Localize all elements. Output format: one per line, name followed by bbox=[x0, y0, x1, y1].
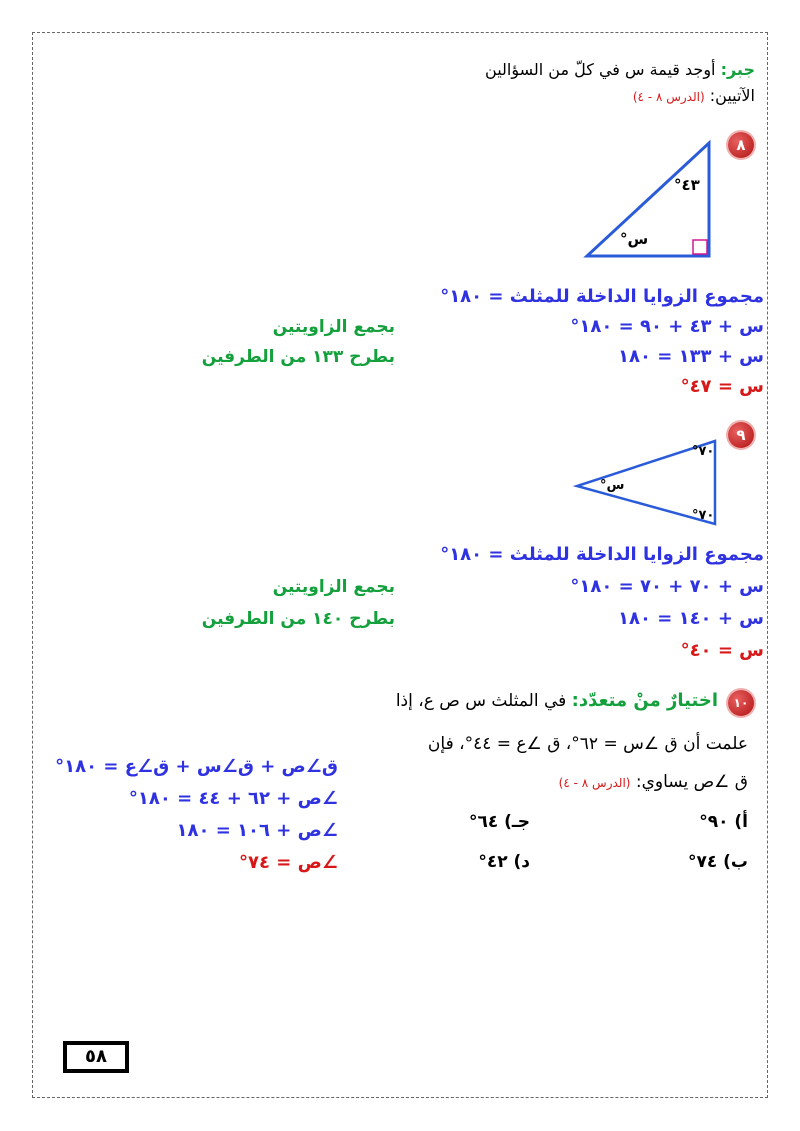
p10-work-1: ق∠ص + ق∠س + ق∠ع = ١٨٠° bbox=[55, 756, 338, 777]
triangle-8-angle-top: ٤٣° bbox=[674, 176, 700, 194]
right-angle-mark bbox=[693, 240, 707, 254]
p8-answer: س = ٤٧° bbox=[680, 376, 764, 397]
p10-text-3: ق ∠ص يساوي: bbox=[635, 772, 748, 792]
triangle-8-angle-bottom: س° bbox=[620, 230, 649, 248]
p9-note-2: بطرح ١٤٠ من الطرفين bbox=[201, 609, 395, 629]
p9-step-1: س + ٧٠ + ٧٠ = ١٨٠° bbox=[570, 576, 764, 597]
problem-10-badge: ١٠ bbox=[728, 690, 754, 716]
header-line-2 bbox=[633, 86, 755, 105]
p8-step-2: س + ١٣٣ = ١٨٠ bbox=[617, 346, 764, 367]
p10-work-2: ∠ص + ٦٢ + ٤٤ = ١٨٠° bbox=[128, 788, 338, 809]
choice-d[interactable]: د) ٤٢° bbox=[478, 852, 530, 872]
p10-text-1: في المثلث س ص ع، إذا bbox=[395, 691, 567, 711]
p10-label: اختيارٌ منْ متعدّد: bbox=[571, 690, 718, 711]
triangle-9-angle-bottom: ٧٠° bbox=[692, 508, 715, 523]
header-label: جبر: bbox=[720, 60, 755, 79]
p10-line-3 bbox=[559, 772, 748, 792]
triangle-8 bbox=[582, 138, 732, 263]
header-line-1 bbox=[485, 60, 755, 79]
p8-step-1: س + ٤٣ + ٩٠ = ١٨٠° bbox=[570, 316, 764, 337]
page-number: ٥٨ bbox=[63, 1041, 129, 1073]
p9-note-1: بجمع الزاويتين bbox=[272, 577, 395, 597]
triangle-9-angle-left: س° bbox=[600, 478, 625, 493]
triangle-9-angle-top: ٧٠° bbox=[692, 444, 715, 459]
choice-c[interactable]: جـ) ٦٤° bbox=[468, 812, 530, 832]
p9-sum-line: مجموع الزوايا الداخلة للمثلث = ١٨٠° bbox=[440, 544, 764, 565]
p9-answer: س = ٤٠° bbox=[680, 640, 764, 661]
header-text-1: أوجد قيمة س في كلّ من السؤالين bbox=[485, 60, 716, 79]
p8-note-2: بطرح ١٣٣ من الطرفين bbox=[201, 347, 395, 367]
problem-9-badge: ٩ bbox=[728, 422, 754, 448]
p8-note-1: بجمع الزاويتين bbox=[272, 317, 395, 337]
p10-line-1 bbox=[396, 690, 718, 711]
problem-8-badge: ٨ bbox=[728, 132, 754, 158]
p8-sum-line: مجموع الزوايا الداخلة للمثلث = ١٨٠° bbox=[440, 286, 764, 307]
p9-step-2: س + ١٤٠ = ١٨٠ bbox=[617, 608, 764, 629]
p10-text-2: علمت أن ق ∠س = ٦٢°، ق ∠ع = ٤٤°، فإن bbox=[427, 734, 748, 754]
header-text-2: الآتيين: bbox=[709, 86, 755, 105]
p10-lesson: (الدرس ٨ - ٤) bbox=[558, 776, 631, 790]
p10-work-3: ∠ص + ١٠٦ = ١٨٠ bbox=[176, 820, 338, 841]
choice-b[interactable]: ب) ٧٤° bbox=[687, 852, 748, 872]
header-lesson: (الدرس ٨ - ٤) bbox=[632, 90, 705, 104]
choice-a[interactable]: أ) ٩٠° bbox=[699, 812, 748, 832]
p10-work-4: ∠ص = ٧٤° bbox=[239, 852, 338, 873]
